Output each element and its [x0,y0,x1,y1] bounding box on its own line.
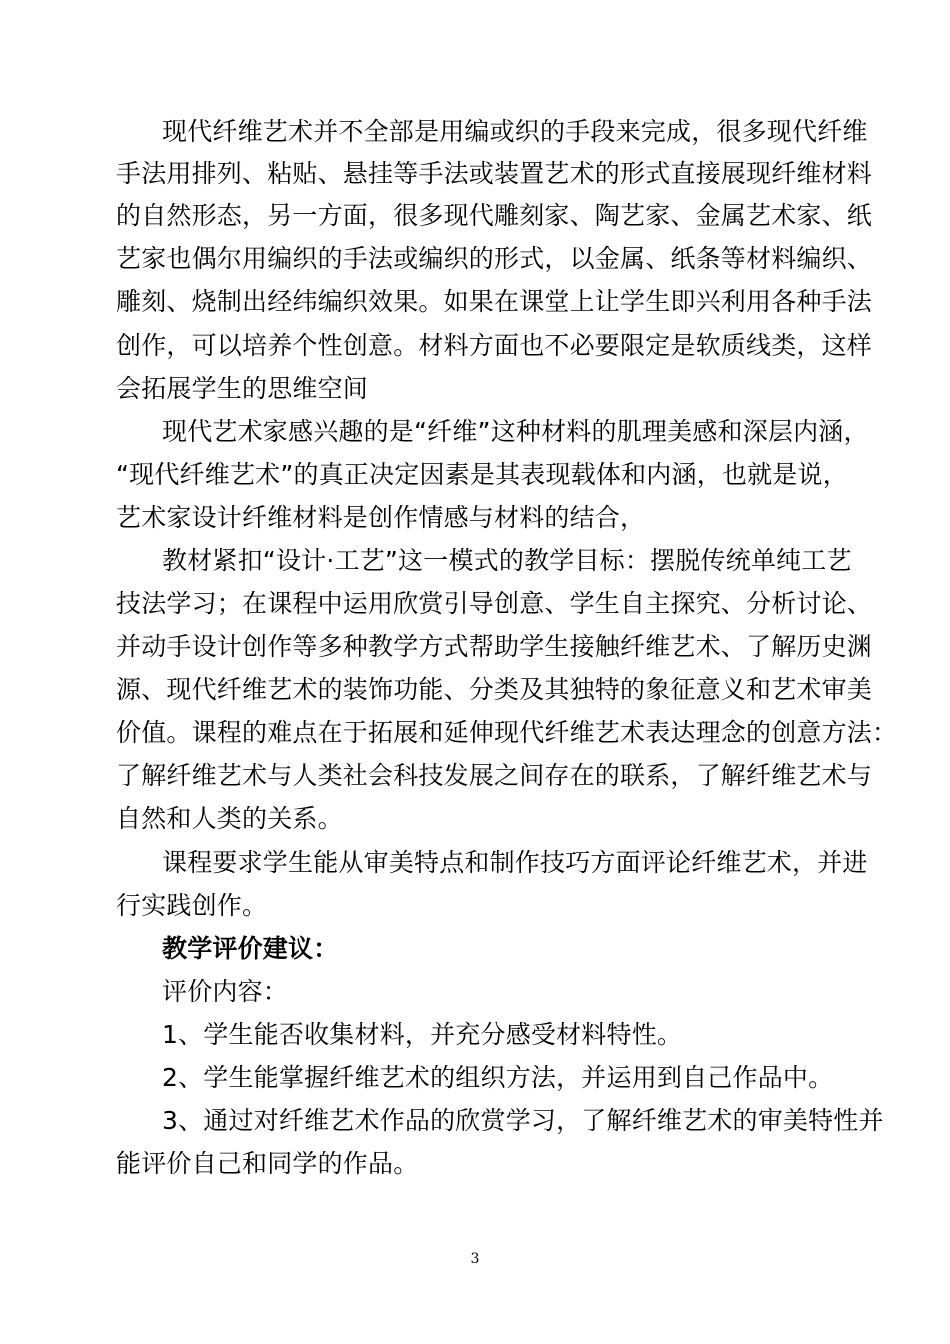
paragraph-1-line-2: 手法用排列、粘贴、悬挂等手法或装置艺术的形式直接展现纤维材料 [116,159,873,188]
paragraph-1-line-1: 现代纤维艺术并不全部是用编或织的手段来完成，很多现代纤维 [162,117,868,146]
paragraph-3-line-2: 技法学习；在课程中运用欣赏引导创意、学生自主探究、分析讨论、 [116,589,873,618]
paragraph-3-line-1: 教材紧扣“设计·工艺”这一模式的教学目标：摆脱传统单纯工艺 [162,546,852,575]
paragraph-1-line-6: 创作，可以培养个性创意。材料方面也不必要限定是软质线类，这样 [116,331,873,360]
paragraph-2-line-2: “现代纤维艺术”的真正决定因素是其表现载体和内涵，也就是说， [116,460,848,489]
paragraph-3-line-7: 自然和人类的关系。 [116,804,343,833]
evaluation-item-3-continuation: 能评价自己和同学的作品。 [116,1149,419,1178]
paragraph-1-line-5: 雕刻、烧制出经纬编织效果。如果在课堂上让学生即兴利用各种手法 [116,287,873,316]
paragraph-4-line-2: 行实践创作。 [116,891,268,920]
evaluation-item-1: 1、学生能否收集材料，并充分感受材料特性。 [162,1020,683,1049]
evaluation-heading: 教学评价建议： [162,934,339,963]
paragraph-2-line-1: 现代艺术家感兴趣的是“纤维”这种材料的肌理美感和深层内涵， [162,417,869,446]
paragraph-1-line-3: 的自然形态，另一方面，很多现代雕刻家、陶艺家、金属艺术家、纸 [116,201,873,230]
evaluation-item-3: 3、通过对纤维艺术作品的欣赏学习，了解纤维艺术的审美特性并 [162,1106,884,1135]
paragraph-3-line-6: 了解纤维艺术与人类社会科技发展之间存在的联系，了解纤维艺术与 [116,761,873,790]
paragraph-1-line-7: 会拓展学生的思维空间 [116,374,369,403]
paragraph-3-line-4: 源、现代纤维艺术的装饰功能、分类及其独特的象征意义和艺术审美 [116,675,873,704]
paragraph-2-line-3: 艺术家设计纤维材料是创作情感与材料的结合， [116,503,646,532]
paragraph-1-line-4: 艺家也偶尔用编织的手法或编织的形式，以金属、纸条等材料编织、 [116,244,873,273]
paragraph-3-line-3: 并动手设计创作等多种教学方式帮助学生接触纤维艺术、了解历史渊 [116,632,873,661]
evaluation-content-label: 评价内容： [162,977,289,1006]
page-number: 3 [470,1251,480,1267]
paragraph-4-line-1: 课程要求学生能从审美特点和制作技巧方面评论纤维艺术，并进 [162,848,868,877]
paragraph-3-line-5: 价值。课程的难点在于拓展和延伸现代纤维艺术表达理念的创意方法： [116,718,898,747]
evaluation-item-2: 2、学生能掌握纤维艺术的组织方法，并运用到自己作品中。 [162,1063,834,1092]
